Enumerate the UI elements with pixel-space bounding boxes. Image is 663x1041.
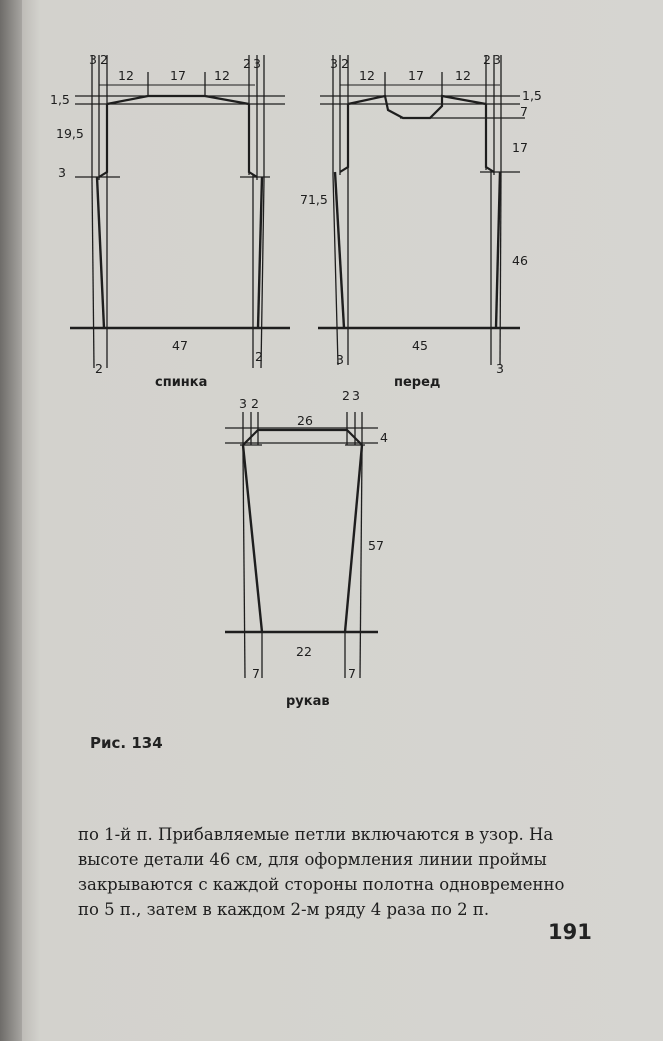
- front-width-neck: 17: [408, 68, 424, 83]
- back-width-shoulder-left: 12: [118, 68, 134, 83]
- front-mark-2-left: 2: [341, 56, 349, 71]
- back-bottom-mark-left: 2: [95, 361, 103, 376]
- back-width-neck: 17: [170, 68, 186, 83]
- front-bottom-width: 45: [412, 338, 428, 353]
- back-height-armhole: 19,5: [56, 126, 84, 141]
- body-line-3: закрываются с каждой стороны полотна одновременно: [78, 875, 565, 894]
- sleeve-mark-3-right: 3: [352, 388, 360, 403]
- front-mark-2-right: 2: [483, 52, 491, 67]
- back-mark-3-right: 3: [253, 56, 261, 71]
- front-title: перед: [394, 375, 441, 390]
- body-line-4: по 5 п., затем в каждом 2-м ряду 4 раза по 2 п.: [78, 900, 490, 919]
- back-piece-drawing: [70, 55, 290, 368]
- front-bottom-mark-left: 3: [336, 352, 344, 367]
- sleeve-mark-3-left: 3: [239, 396, 247, 411]
- sleeve-bottom-mark-left: 7: [252, 666, 260, 681]
- back-bottom-mark-right: 2: [255, 349, 263, 364]
- sleeve-mark-2-left: 2: [251, 396, 259, 411]
- front-height-armhole: 17: [512, 140, 528, 155]
- front-mark-3-right: 3: [493, 52, 501, 67]
- sleeve-top-width: 26: [297, 413, 313, 428]
- page-number: 191: [548, 920, 592, 944]
- sleeve-height-length: 57: [368, 538, 384, 553]
- back-mark-2-right: 2: [243, 56, 251, 71]
- sleeve-bottom-mark-right: 7: [348, 666, 356, 681]
- back-mark-2-left: 2: [100, 52, 108, 67]
- back-height-armhole-bind: 3: [58, 165, 66, 180]
- front-height-neck: 7: [520, 104, 528, 119]
- front-width-shoulder-left: 12: [359, 68, 375, 83]
- back-mark-3-left: 3: [89, 52, 97, 67]
- front-width-shoulder-right: 12: [455, 68, 471, 83]
- back-title: спинка: [155, 375, 208, 390]
- front-height-side: 46: [512, 253, 528, 268]
- body-line-2: высоте детали 46 см, для оформления линии проймы: [78, 850, 547, 869]
- body-line-1: по 1-й п. Прибавляемые петли включаются в узор. На: [78, 825, 554, 844]
- sleeve-piece-drawing: [225, 412, 378, 678]
- back-bottom-width: 47: [172, 338, 188, 353]
- front-piece-drawing: [318, 55, 525, 365]
- back-width-shoulder-right: 12: [214, 68, 230, 83]
- front-height-shoulder: 1,5: [522, 88, 542, 103]
- sleeve-height-cap: 4: [380, 430, 388, 445]
- sleeve-mark-2-right: 2: [342, 388, 350, 403]
- front-mark-3-left: 3: [330, 56, 338, 71]
- back-height-shoulder: 1,5: [50, 92, 70, 107]
- figure-caption: Рис. 134: [90, 734, 163, 752]
- sleeve-bottom-width: 22: [296, 644, 312, 659]
- sleeve-title: рукав: [286, 694, 330, 709]
- front-height-total: 71,5: [300, 192, 328, 207]
- body-paragraph: [78, 822, 598, 922]
- front-bottom-mark-right: 3: [496, 361, 504, 376]
